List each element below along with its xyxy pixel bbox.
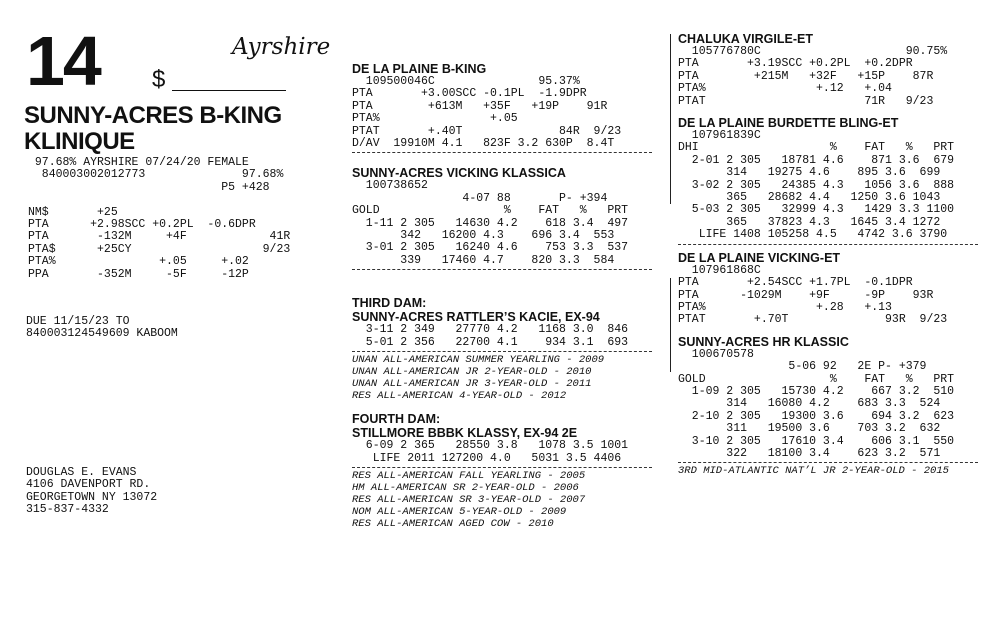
record-line: 2-10 2 305 19300 3.6 694 3.2 623 xyxy=(678,409,955,423)
price-label: $ xyxy=(152,66,166,93)
lot-number: 14 xyxy=(26,22,100,100)
owner-line: 4106 DAVENPORT RD. xyxy=(26,478,151,492)
record-line: PTA% +.28 +.13 xyxy=(678,300,892,314)
dam-dam-lines xyxy=(678,349,984,461)
record-line: 5-03 2 305 32999 4.3 1429 3.3 1100 xyxy=(678,203,955,217)
record-line: LIFE 1408 105258 4.5 4742 3.6 3790 xyxy=(678,228,948,242)
award-line: 3RD MID-ATLANTIC NAT’L JR 2-YEAR-OLD - 2015 xyxy=(678,465,949,478)
info-line: PTA$ +25CY 9/23 xyxy=(28,242,291,256)
award-line: UNAN ALL-AMERICAN SUMMER YEARLING - 2009 xyxy=(352,354,605,367)
record-line: 314 16080 4.2 683 3.3 524 xyxy=(678,397,941,411)
animal-name-line: SUNNY-ACRES B-KING xyxy=(24,102,282,129)
record-line: PTA +215M +32F +15P 87R xyxy=(678,69,934,83)
info-line: NM$ +25 xyxy=(28,205,118,219)
owner-line: 315-837-4332 xyxy=(26,503,109,517)
sire-name: DE LA PLAINE B-KING xyxy=(352,62,487,76)
dam-dam-awards xyxy=(678,465,984,477)
pedigree-column-middle xyxy=(352,62,658,530)
sire-dam-lines xyxy=(678,130,984,242)
sire-dam-name: DE LA PLAINE BURDETTE BLING-ET xyxy=(678,116,899,131)
third-dam-name: SUNNY-ACRES RATTLER’S KACIE, EX-94 xyxy=(352,310,600,325)
record-line: 3-10 2 305 17610 3.4 606 3.1 550 xyxy=(678,434,955,448)
breed-label: Ayrshire xyxy=(232,34,331,60)
dam-name: SUNNY-ACRES VICKING KLASSICA xyxy=(352,166,566,181)
sire-sire-name: CHALUKA VIRGILE-ET xyxy=(678,32,813,46)
record-line: 109500046C 95.37% xyxy=(352,75,580,88)
divider xyxy=(678,462,978,463)
due-info xyxy=(26,316,178,341)
record-line: 4-07 88 P- +394 xyxy=(352,191,608,205)
award-line: UNAN ALL-AMERICAN JR 2-YEAR-OLD - 2010 xyxy=(352,366,592,379)
info-line: PTA -132M +4F 41R xyxy=(28,230,291,244)
record-line: 3-02 2 305 24385 4.3 1056 3.6 888 xyxy=(678,178,955,192)
record-line: PTA% +.12 +.04 xyxy=(678,82,892,96)
third-dam-awards xyxy=(352,354,658,402)
dam-sire-lines xyxy=(678,265,984,327)
dam-sire-name: DE LA PLAINE VICKING-ET xyxy=(678,250,841,265)
record-line: 365 28682 4.4 1250 3.6 1043 xyxy=(678,191,941,205)
award-line: NOM ALL-AMERICAN 5-YEAR-OLD - 2009 xyxy=(352,505,567,518)
owner-info xyxy=(26,467,157,517)
info-line: PTA% +.05 +.02 xyxy=(28,255,249,269)
third-dam-label: THIRD DAM: xyxy=(352,296,427,311)
sire-lines xyxy=(352,76,658,150)
record-line: 2-01 2 305 18781 4.6 871 3.6 679 xyxy=(678,153,955,167)
owner-line: GEORGETOWN NY 13072 xyxy=(26,490,158,504)
record-line: GOLD % FAT % PRT xyxy=(678,372,955,386)
bracket-line xyxy=(670,34,671,204)
award-line: RES ALL-AMERICAN SR 3-YEAR-OLD - 2007 xyxy=(352,493,586,506)
divider xyxy=(352,467,652,468)
award-line: HM ALL-AMERICAN SR 2-YEAR-OLD - 2006 xyxy=(352,481,579,494)
record-line: 6-09 2 365 28550 3.8 1078 3.5 1001 xyxy=(352,439,629,453)
record-line: PTAT +.40T 84R 9/23 xyxy=(352,124,622,138)
award-line: RES ALL-AMERICAN FALL YEARLING - 2005 xyxy=(352,469,586,482)
info-line: 840003002012773 97.68% xyxy=(28,168,284,182)
record-line: GOLD % FAT % PRT xyxy=(352,204,629,218)
record-line: DHI % FAT % PRT xyxy=(678,141,955,155)
record-line: 100738652 xyxy=(352,179,428,193)
record-line: 107961868C xyxy=(678,263,761,277)
record-line: 100670578 xyxy=(678,347,754,361)
fourth-dam-name: STILLMORE BBBK KLASSY, EX-94 2E xyxy=(352,426,578,441)
animal-info xyxy=(28,157,290,281)
record-line: 1-11 2 305 14630 4.2 618 3.4 497 xyxy=(352,216,629,230)
record-line: 342 16200 4.3 696 3.4 553 xyxy=(352,229,615,243)
animal-name-line: KLINIQUE xyxy=(24,128,135,155)
due-line: 840003124549609 KABOOM xyxy=(26,327,178,341)
fourth-dam-awards xyxy=(352,470,658,530)
sire-sire-lines xyxy=(678,46,984,108)
record-line: PTA +3.19SCC +0.2PL +0.2DPR xyxy=(678,57,913,71)
dam-dam-name: SUNNY-ACRES HR KLASSIC xyxy=(678,334,849,349)
info-line: 97.68% AYRSHIRE 07/24/20 FEMALE xyxy=(28,156,249,169)
record-line: 365 37823 4.3 1645 3.4 1272 xyxy=(678,215,941,229)
record-line: 107961839C xyxy=(678,129,761,143)
record-line: 322 18100 3.4 623 3.2 571 xyxy=(678,446,941,460)
record-line: D/AV 19910M 4.1 823F 3.2 630P 8.4T xyxy=(352,137,615,151)
divider xyxy=(678,244,978,245)
price-blank-line xyxy=(172,90,286,91)
info-line xyxy=(28,194,290,206)
record-line: PTA +2.54SCC +1.7PL -0.1DPR xyxy=(678,276,913,290)
record-line: PTAT 71R 9/23 xyxy=(678,94,934,108)
record-line: 3-01 2 305 16240 4.6 753 3.3 537 xyxy=(352,241,629,255)
dam-lines xyxy=(352,180,658,267)
pedigree-column-right xyxy=(678,32,984,477)
record-line: 311 19500 3.6 703 3.2 632 xyxy=(678,422,941,436)
fourth-dam-label: FOURTH DAM: xyxy=(352,412,441,427)
award-line: RES ALL-AMERICAN AGED COW - 2010 xyxy=(352,517,554,530)
record-line: 5-06 92 2E P- +379 xyxy=(678,360,927,374)
divider xyxy=(352,351,652,352)
record-line: 105776780C 90.75% xyxy=(678,45,948,58)
third-dam-lines xyxy=(352,324,658,349)
fourth-dam-lines xyxy=(352,440,658,465)
info-line: P5 +428 xyxy=(28,180,270,194)
owner-line: DOUGLAS E. EVANS xyxy=(26,466,137,479)
record-line: PTA -1029M +9F -9P 93R xyxy=(678,288,934,302)
award-line: RES ALL-AMERICAN 4-YEAR-OLD - 2012 xyxy=(352,390,567,403)
record-line: PTA% +.05 xyxy=(352,112,518,126)
divider xyxy=(352,152,652,153)
info-line: PTA +2.98SCC +0.2PL -0.6DPR xyxy=(28,218,256,232)
record-line: 1-09 2 305 15730 4.2 667 3.2 510 xyxy=(678,384,955,398)
divider xyxy=(352,269,652,270)
due-line: DUE 11/15/23 TO xyxy=(26,315,130,328)
record-line: PTA +613M +35F +19P 91R xyxy=(352,99,608,113)
record-line: PTA +3.00SCC -0.1PL -1.9DPR xyxy=(352,87,587,101)
record-line: LIFE 2011 127200 4.0 5031 3.5 4406 xyxy=(352,451,622,465)
record-line: 339 17460 4.7 820 3.3 584 xyxy=(352,253,615,267)
animal-name xyxy=(24,103,282,155)
record-line: PTAT +.70T 93R 9/23 xyxy=(678,313,948,327)
info-line: PPA -352M -5F -12P xyxy=(28,267,249,281)
bracket-line xyxy=(670,278,671,372)
record-line: 5-01 2 356 22700 4.1 934 3.1 693 xyxy=(352,335,629,349)
record-line: 3-11 2 349 27770 4.2 1168 3.0 846 xyxy=(352,323,629,337)
record-line: 314 19275 4.6 895 3.6 699 xyxy=(678,166,941,180)
award-line: UNAN ALL-AMERICAN JR 3-YEAR-OLD - 2011 xyxy=(352,378,592,391)
